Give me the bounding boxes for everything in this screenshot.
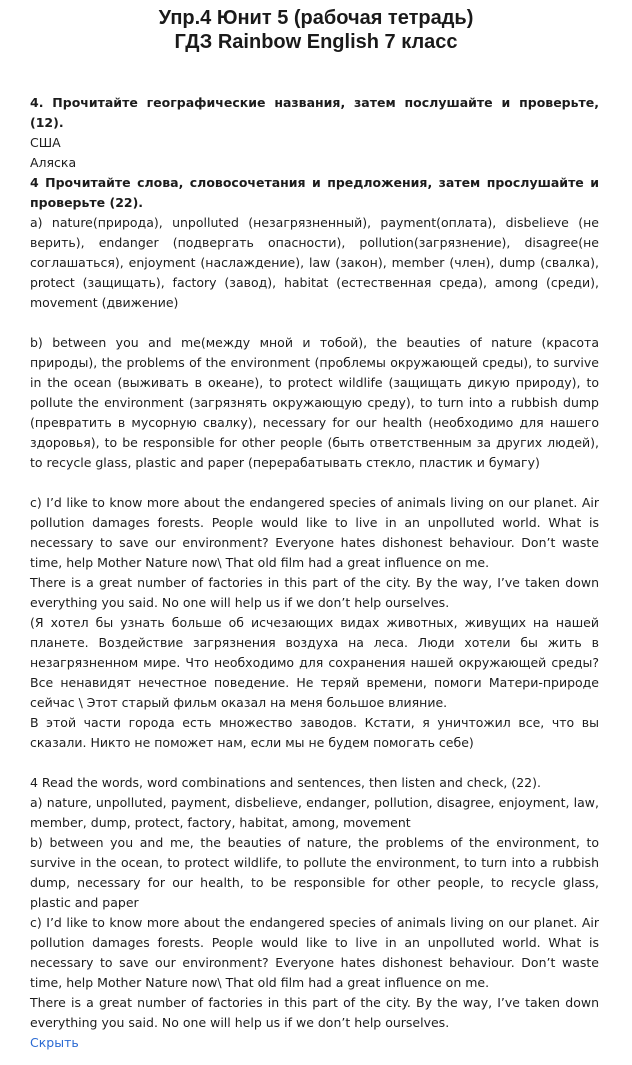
task1-heading: 4. Прочитайте географические названия, затем послушайте и проверьте, (12).	[30, 95, 599, 130]
task1-item: США	[30, 135, 61, 150]
task2-part-c-english: c) I’d like to know more about the endangered species of animals living on our planet. Air pollution damages forests. People would like to live in an unpolluted world. What is necessary to save our environment? Everyone hates dishonest behaviour. Don’t waste time, help Mother Nature now\ That old film had a great influence on me.	[30, 495, 599, 570]
task3-part-c-cont: There is a great number of factories in this part of the city. By the way, I’ve taken down everything you said. No one will help us if we don’t help ourselves.	[30, 995, 599, 1030]
task2-heading: 4 Прочитайте слова, словосочетания и предложения, затем прослушайте и проверьте (22).	[30, 175, 599, 210]
spacer	[30, 473, 599, 493]
task3-part-a: a) nature, unpolluted, payment, disbelieve, endanger, pollution, disagree, enjoyment, law, member, dump, protect, factory, habitat, among, movement	[30, 795, 599, 830]
task3-heading: 4 Read the words, word combinations and sentences, then listen and check, (22).	[30, 775, 541, 790]
task2-part-c-translation: (Я хотел бы узнать больше об исчезающих видах животных, живущих на нашей планете. Воздействие загрязнения воздуха на леса. Люди хотели бы жить в незагрязненном мире. Что необходимо для сохранения нашей окружающей среды? Все ненавидят нечестное поведение. Не теряй времени, помоги Матери-природе сейчас \ Этот старый фильм оказал на меня большое влияние.	[30, 615, 599, 710]
spacer	[30, 753, 599, 773]
task3-part-b: b) between you and me, the beauties of nature, the problems of the environment, to survive in the ocean, to protect wildlife, to pollute the environment, to turn into a rubbish dump, necessary for our health, to be responsible for other people, to recycle glass, plastic and paper	[30, 835, 599, 910]
page-title: Упр.4 Юнит 5 (рабочая тетрадь)	[158, 7, 474, 29]
task1-item: Аляска	[30, 155, 77, 170]
task2-part-b: b) between you and me(между мной и тобой), the beauties of nature (красота природы), the problems of the environment (проблемы окружающей среды), to survive in the ocean (выживать в океане), to protect wildlife (защищать дикую природу), to pollute the environment (загрязнять окружающую среду), to turn into a rubbish dump (превратить в мусорную свалку), necessary for our health (необходимо для нашего здоровья), to be responsible for other people (быть ответственным за других людей), to recycle glass, plastic and paper (перерабатывать стекло, пластик и бумагу)	[30, 335, 599, 470]
page-subtitle: ГДЗ Rainbow English 7 класс	[174, 31, 458, 53]
answer-content	[30, 93, 599, 1053]
spacer	[30, 313, 599, 333]
task2-part-a: a) nature(природа), unpolluted (незагрязненный), payment(оплата), disbelieve (не верить), endanger (подвергать опасности), pollution(загрязнение), disagree(не соглашаться), enjoyment (наслаждение), law (закон), member (член), dump (свалка), protect (защищать), factory (завод), habitat (естественная среда), among (среди), movement (движение)	[30, 215, 599, 310]
task2-part-c-english-cont: There is a great number of factories in this part of the city. By the way, I’ve taken down everything you said. No one will help us if we don’t help ourselves.	[30, 575, 599, 610]
task3-part-c: c) I’d like to know more about the endangered species of animals living on our planet. Air pollution damages forests. People would like to live in an unpolluted world. What is necessary to save our environment? Everyone hates dishonest behaviour. Don’t waste time, help Mother Nature now\ That old film had a great influence on me.	[30, 915, 599, 990]
hide-link[interactable]: Скрыть	[30, 1035, 79, 1050]
task2-part-c-translation-cont: В этой части города есть множество заводов. Кстати, я уничтожил все, что вы сказали. Никто не поможет нам, если мы не будем помогать себе)	[30, 715, 599, 750]
page-header	[0, 0, 632, 54]
